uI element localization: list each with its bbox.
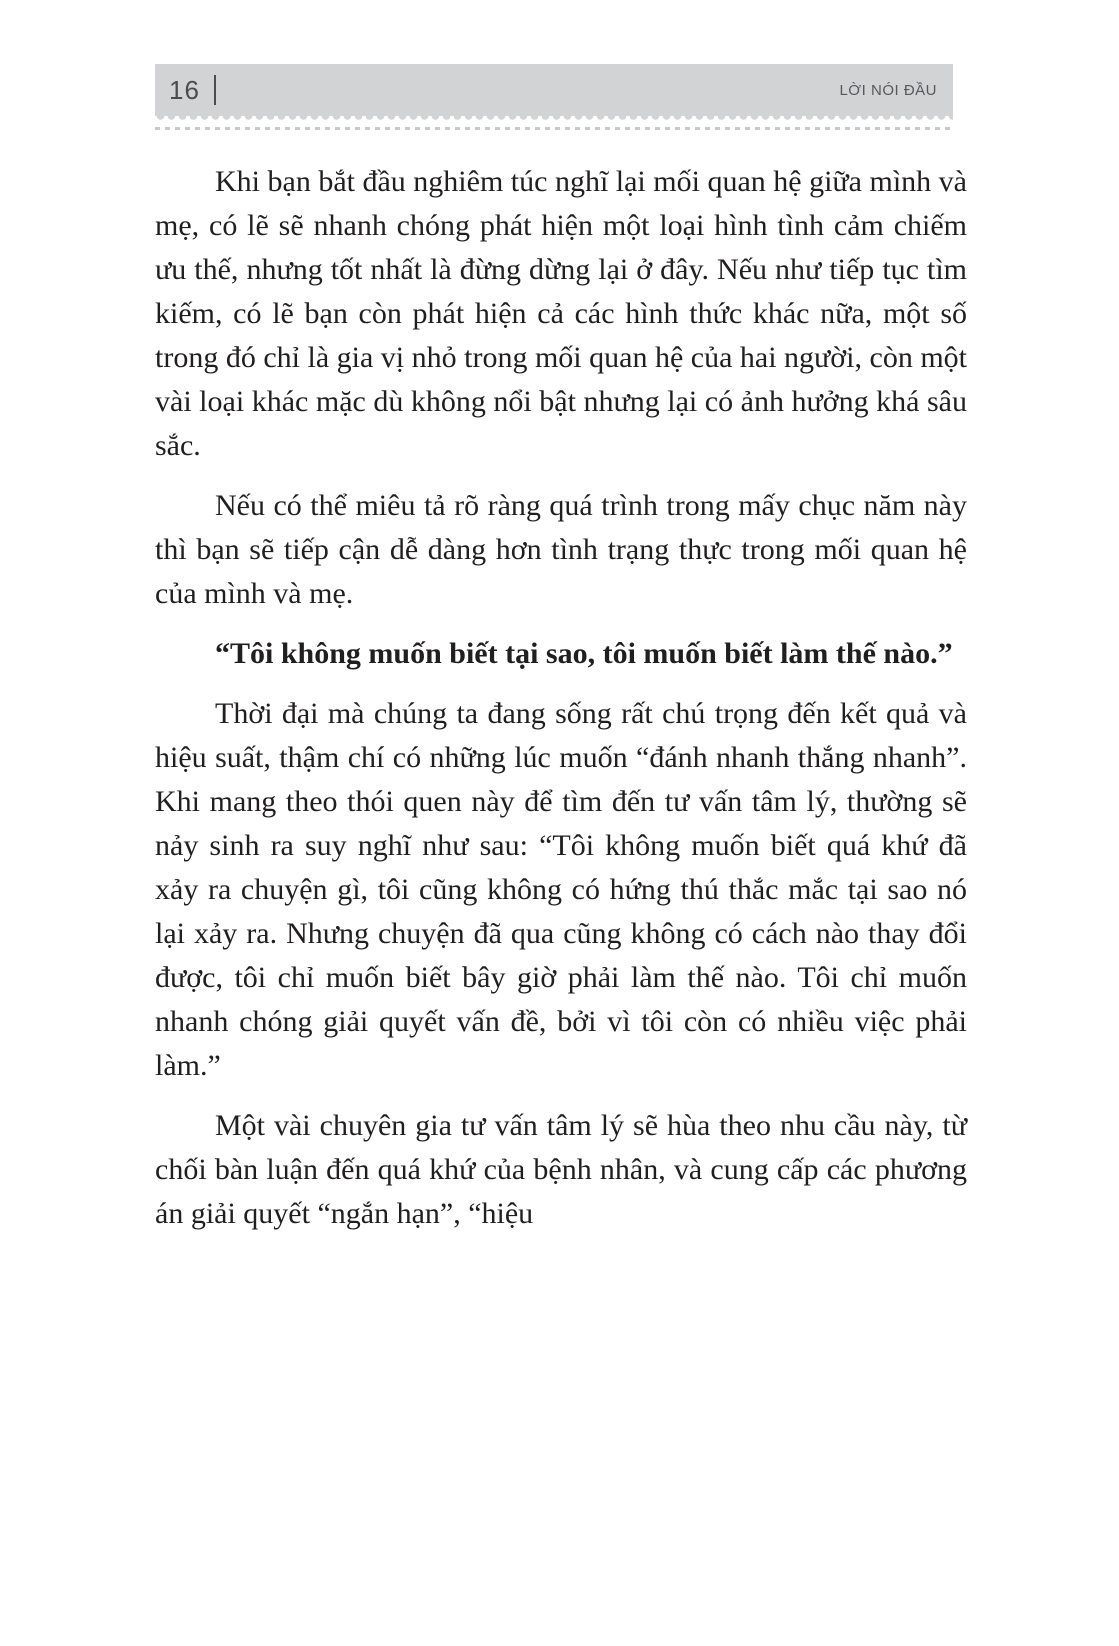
page-number: 16 (169, 74, 200, 105)
page-header (155, 64, 953, 130)
paragraph-4: Thời đại mà chúng ta đang sống rất chú trọng đến kết quả và hiệu suất, thậm chí có những lúc muốn “đánh nhanh thắng nhanh”. Khi mang theo thói quen này để tìm đến tư vấn tâm lý, thường sẽ nảy sinh ra suy nghĩ như sau: “Tôi không muốn biết quá khứ đã xảy ra chuyện gì, tôi cũng không có hứng thú thắc mắc tại sao nó lại xảy ra. Nhưng chuyện đã qua cũng không có cách nào thay đổi được, tôi chỉ muốn biết bây giờ phải làm thế nào. Tôi chỉ muốn nhanh chóng giải quyết vấn đề, bởi vì tôi còn có nhiều việc phải làm.” (155, 697, 967, 1082)
paragraph-2: Nếu có thể miêu tả rõ ràng quá trình trong mấy chục năm này thì bạn sẽ tiếp cận dễ dàng hơn tình trạng thực trong mối quan hệ của mình và mẹ. (155, 489, 967, 610)
dotted-divider (155, 127, 953, 130)
paragraph-5: Một vài chuyên gia tư vấn tâm lý sẽ hùa theo nhu cầu này, từ chối bàn luận đến quá khứ của bệnh nhân, và cung cấp các phương án giải quyết “ngắn hạn”, “hiệu (155, 1109, 967, 1230)
running-head-title: LỜI NÓI ĐẦU (839, 81, 937, 99)
scalloped-edge (155, 116, 953, 122)
header-band (155, 64, 953, 116)
page-body (155, 160, 967, 1252)
paragraph-3-bold-quote: “Tôi không muốn biết tại sao, tôi muốn biết làm thế nào.” (215, 637, 953, 670)
header-left-group (169, 75, 216, 106)
paragraph-1: Khi bạn bắt đầu nghiêm túc nghĩ lại mối quan hệ giữa mình và mẹ, có lẽ sẽ nhanh chóng phát hiện một loại hình tình cảm chiếm ưu thế, nhưng tốt nhất là đừng dừng lại ở đây. Nếu như tiếp tục tìm kiếm, có lẽ bạn còn phát hiện cả các hình thức khác nữa, một số trong đó chỉ là gia vị nhỏ trong mối quan hệ của hai người, còn một vài loại khác mặc dù không nổi bật nhưng lại có ảnh hưởng khá sâu sắc. (155, 165, 967, 462)
page-number-divider (214, 75, 216, 105)
